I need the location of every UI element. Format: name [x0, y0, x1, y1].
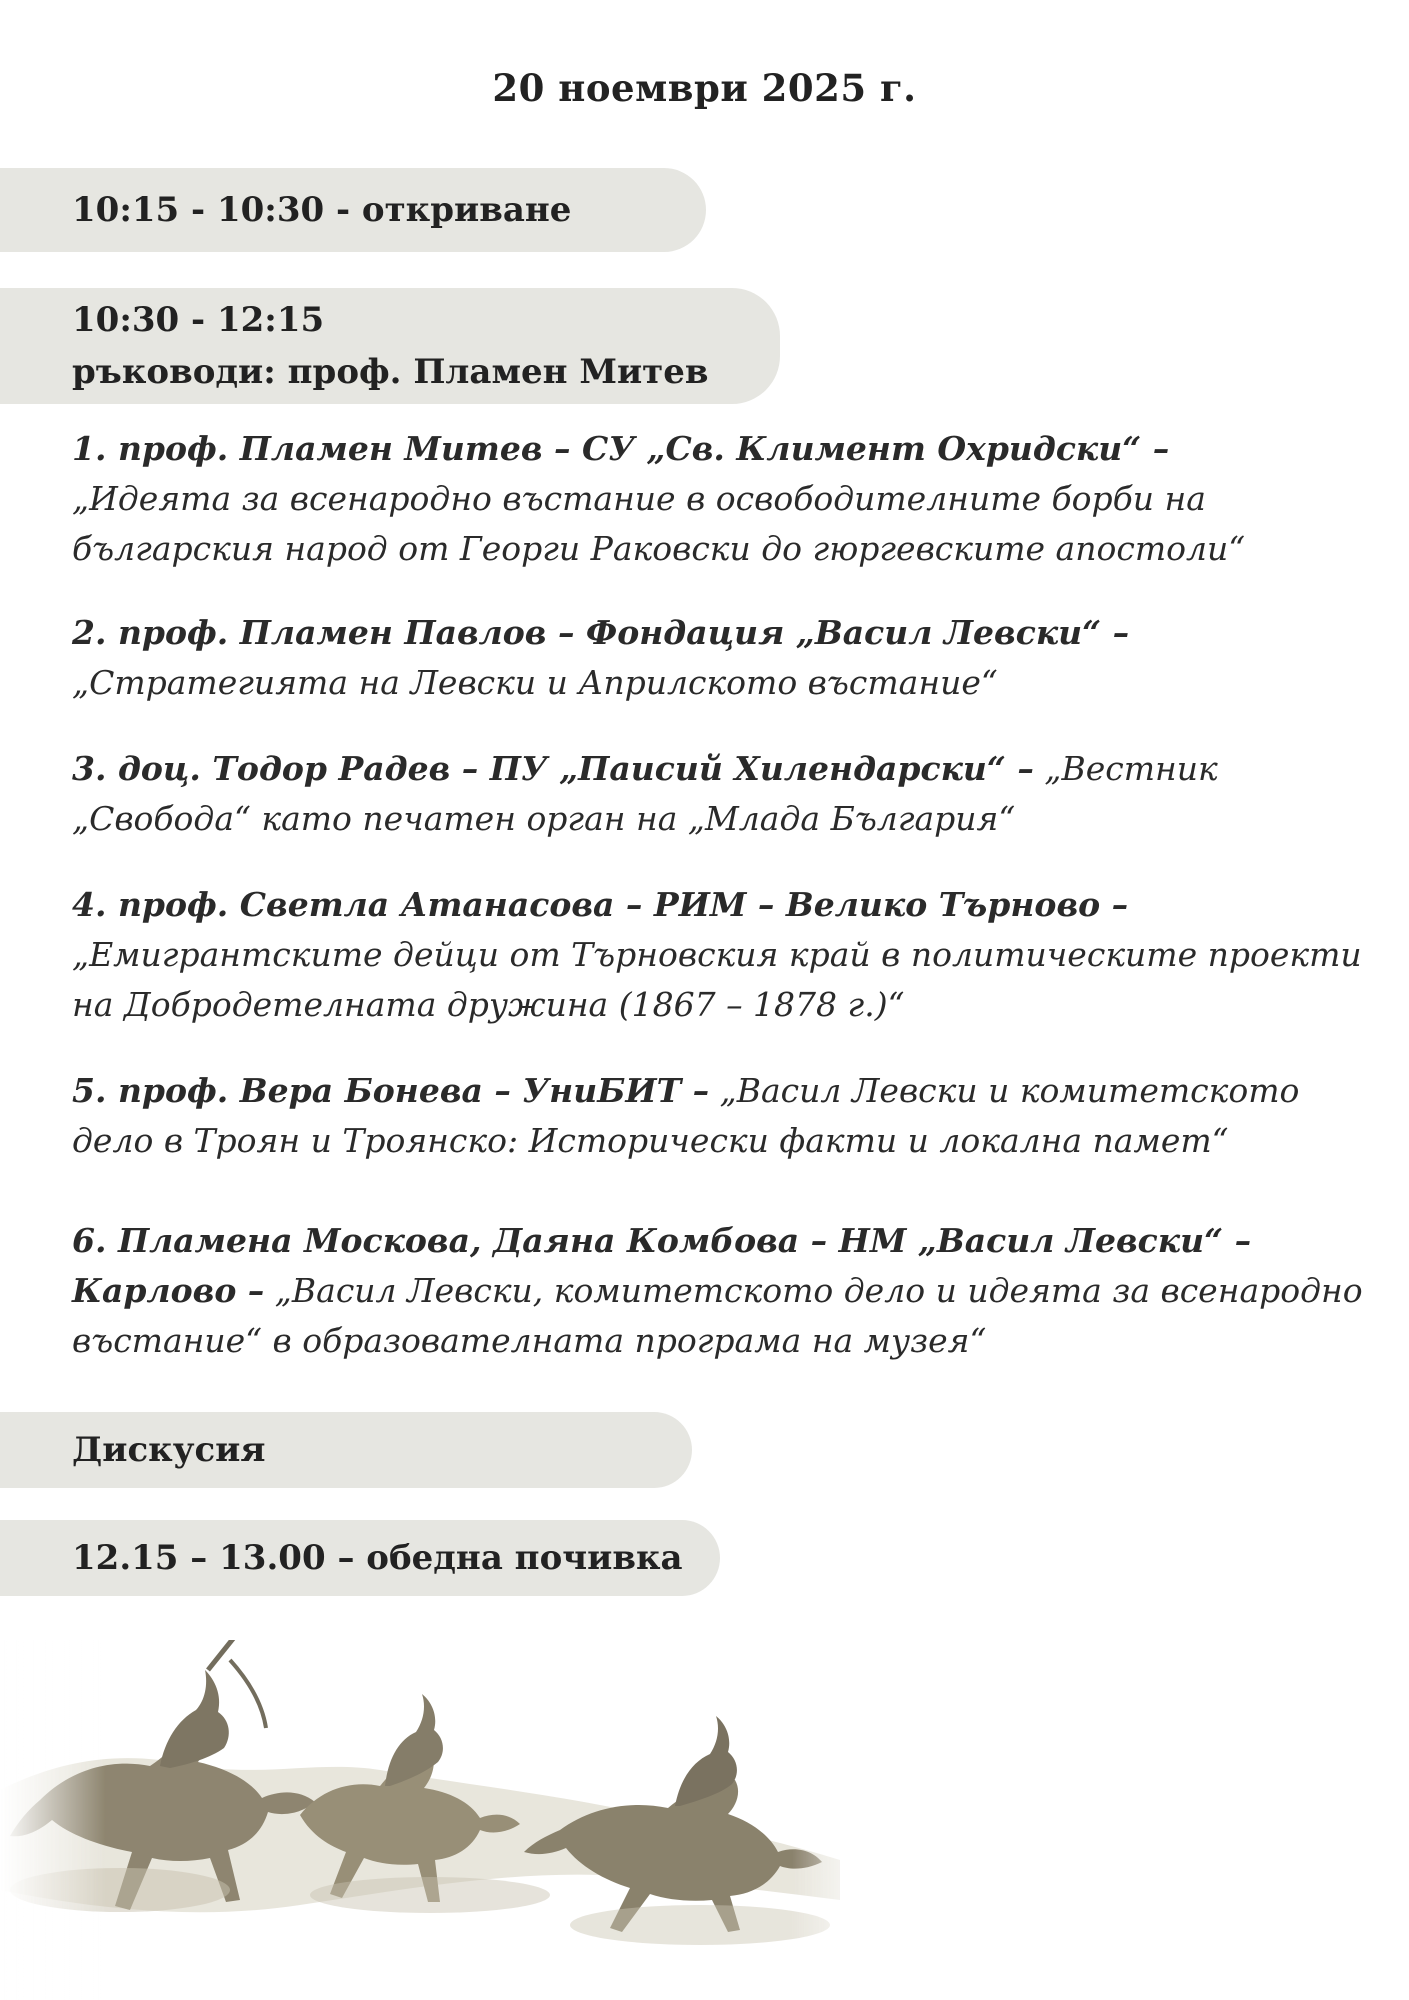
opening-time-label: 10:15 - 10:30 - откриване: [72, 190, 572, 230]
talk-6-title-line-1: въстание“ в образователната програма на музея“: [72, 1321, 987, 1360]
talk-item-3: [72, 744, 1362, 844]
opening-band: [0, 168, 706, 252]
program-date: 20 ноември 2025 г.: [492, 66, 917, 110]
talk-4-title-line-1: „Емигрантските дейци от Търновския край в политическите проекти: [72, 935, 1362, 974]
talk-5-title-start: „Васил Левски и комитетското: [709, 1071, 1300, 1110]
lunch-label: 12.15 – 13.00 – обедна почивка: [72, 1538, 683, 1578]
talk-6-speaker-city: Карлово –: [72, 1271, 265, 1310]
talk-2-speaker: 2. проф. Пламен Павлов – Фондация „Васил Левски“ –: [72, 613, 1130, 652]
talk-1-speaker: 1. проф. Пламен Митев – СУ „Св. Климент Охридски“ –: [72, 429, 1170, 468]
session-chair: ръководи: проф. Пламен Митев: [72, 352, 709, 392]
discussion-band: [0, 1412, 692, 1488]
talk-4-title-line-2: на Добродетелната дружина (1867 – 1878 г.)“: [72, 985, 905, 1024]
talk-5-title-line-1: дело в Троян и Троянско: Исторически факти и локална памет“: [72, 1121, 1229, 1160]
talk-6-title-start: „Васил Левски, комитетското дело и идеята за всенародно: [264, 1271, 1363, 1310]
talk-4-speaker: 4. проф. Светла Атанасова – РИМ – Велико Търново –: [72, 885, 1129, 924]
talk-3-speaker: 3. доц. Тодор Радев – ПУ „Паисий Хилендарски“ –: [72, 749, 1034, 788]
talk-5-speaker: 5. проф. Вера Бонева – УниБИТ –: [72, 1071, 710, 1110]
talk-item-4: [72, 880, 1362, 1030]
talk-1-title-line-2: българския народ от Георги Раковски до гюргевските апостоли“: [72, 529, 1246, 568]
talk-item-1: [72, 424, 1362, 574]
talk-6-speaker: 6. Пламена Москова, Даяна Комбова – НМ „Васил Левски“ –: [72, 1221, 1252, 1260]
talk-item-5: [72, 1066, 1362, 1166]
talk-1-title-line-1: „Идеята за всенародно въстание в освободителните борби на: [72, 479, 1206, 518]
session-time: 10:30 - 12:15: [72, 300, 325, 340]
talk-3-title-line-1: „Свобода“ като печатен орган на „Млада България“: [72, 799, 1016, 838]
lunch-band: [0, 1520, 720, 1596]
talk-3-title-start: „Вестник: [1033, 749, 1218, 788]
discussion-label: Дискусия: [72, 1430, 266, 1470]
riders-on-horses-illustration: [0, 1640, 880, 2000]
session-band: [0, 288, 780, 404]
talk-item-6: [72, 1216, 1362, 1366]
talk-item-2: [72, 608, 1362, 708]
talk-2-title-line-1: „Стратегията на Левски и Априлското въстание“: [72, 663, 998, 702]
